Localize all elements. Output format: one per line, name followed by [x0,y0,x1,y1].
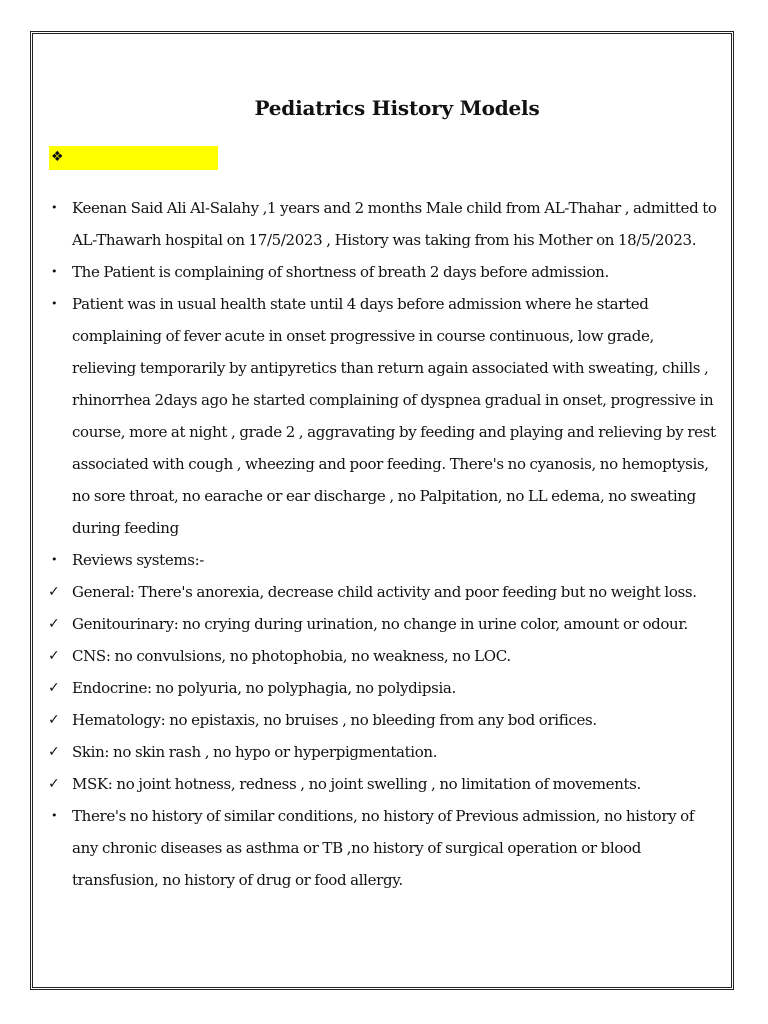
list-item-text: There's no history of similar conditions, no history of Previous admission, no history of any chronic diseases as asthma or TB ,no history of surgical operation or blood transfusion, no history of drug or food allergy. [72,807,695,889]
list-item-text: Endocrine: no polyuria, no polyphagia, no polydipsia. [72,679,456,697]
bullet-icon: • [51,297,58,310]
list-item-chief-complaint [48,256,720,288]
checkmark-icon: ✓ [48,616,60,632]
highlighted-heading-placeholder [49,146,218,170]
list-item-skin [48,736,720,768]
list-item-endocrine [48,672,720,704]
bullet-icon: • [51,201,58,214]
list-item-review-systems [48,544,720,576]
list-item-text: General: There's anorexia, decrease child activity and poor feeding but no weight loss. [72,583,697,601]
checkmark-icon: ✓ [48,584,60,600]
bullet-icon: • [51,265,58,278]
list-item-text: Reviews systems:- [72,551,204,569]
list-item-text: CNS: no convulsions, no photophobia, no weakness, no LOC. [72,647,511,665]
list-item-text: The Patient is complaining of shortness of breath 2 days before admission. [72,263,609,281]
list-item-text: Patient was in usual health state until 4 days before admission where he started complaining of fever acute in onset progressive in course continuous, low grade, relieving temporarily by antipyretics than return again associated with sweating, chills , rhinorrhea 2days ago he started complaining of dyspnea gradual in onset, progressive in course, more at night , grade 2 , aggravating by feeding and playing and relieving by rest associated with cough , wheezing and poor feeding. There's no cyanosis, no hemoptysis, no sore throat, no earache or ear discharge , no Palpitation, no LL edema, no sweating during feeding [72,295,716,537]
checkmark-icon: ✓ [48,648,60,664]
checkmark-icon: ✓ [48,712,60,728]
list-item-general [48,576,720,608]
list-item-text: Keenan Said Ali Al-Salahy ,1 years and 2 months Male child from AL-Thahar , admitted to AL-Thawarh hospital on 17/5/2023 , History was taking from his Mother on 18/5/2023. [72,199,717,249]
list-item-genitourinary [48,608,720,640]
checkmark-icon: ✓ [48,680,60,696]
checkmark-icon: ✓ [48,776,60,792]
list-item-patient-info [48,192,720,256]
list-item-present-illness [48,288,720,544]
list-item-text: Hematology: no epistaxis, no bruises , no bleeding from any bod orifices. [72,711,597,729]
bullet-icon: • [51,553,58,566]
list-item-cns [48,640,720,672]
list-item-past-history [48,800,720,896]
history-content [48,192,720,896]
list-item-msk [48,768,720,800]
list-item-text: MSK: no joint hotness, redness , no joint swelling , no limitation of movements. [72,775,641,793]
list-item-hematology [48,704,720,736]
bullet-icon: • [51,809,58,822]
checkmark-icon: ✓ [48,744,60,760]
list-item-text: Skin: no skin rash , no hypo or hyperpigmentation. [72,743,438,761]
diamond-bullet-icon: ❖ [51,149,64,165]
list-item-text: Genitourinary: no crying during urination, no change in urine color, amount or odour. [72,615,688,633]
page-title: Pediatrics History Models [254,96,540,120]
